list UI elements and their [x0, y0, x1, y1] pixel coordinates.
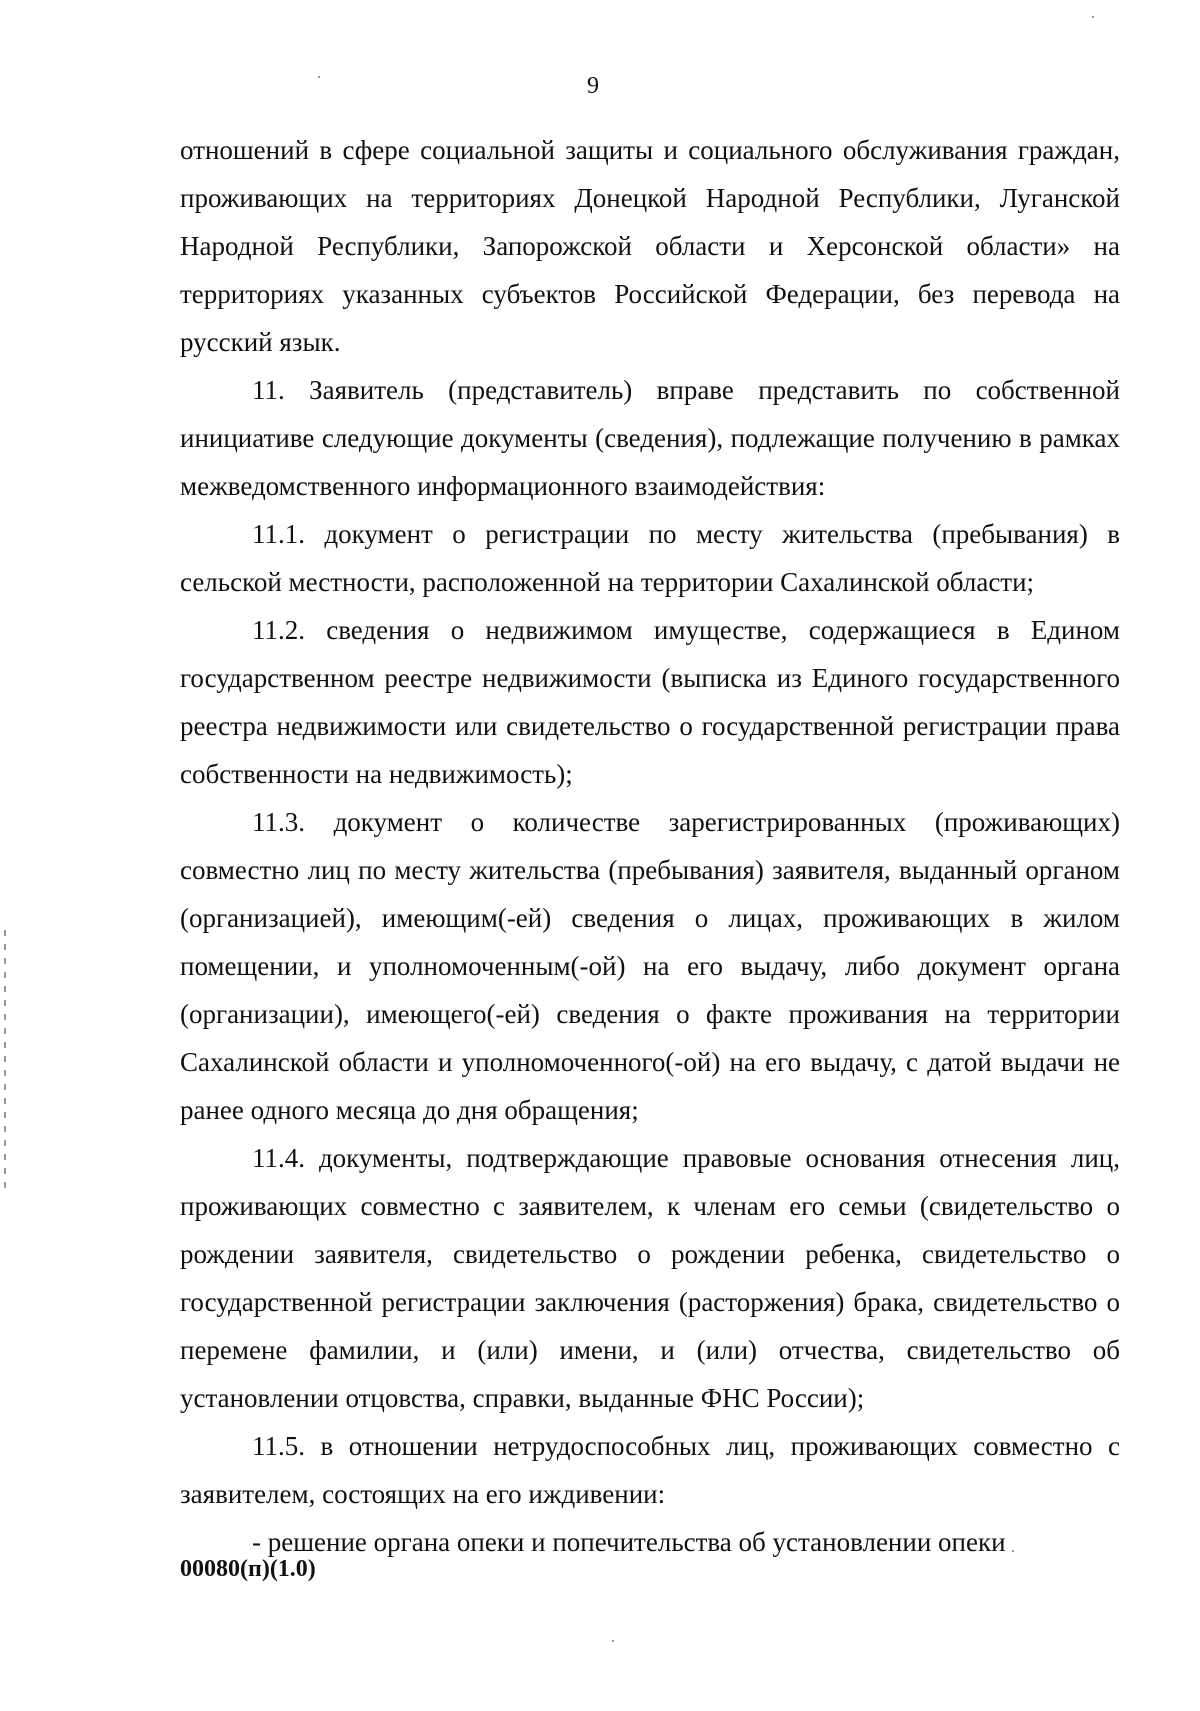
scan-speck [612, 1640, 614, 1642]
scan-speck [1092, 16, 1094, 18]
paragraph-item-11-1: 11.1. документ о регистрации по месту жительства (пребывания) в сельской местности, расположенной на территории Сахалинской области; [180, 519, 1120, 597]
paragraph-item-11-3: 11.3. документ о количестве зарегистрированных (проживающих) совместно лиц по месту жительства (пребывания) заявителя, выданный органом (организацией), имеющим(-ей) сведения о лицах, проживающих в жилом помещении, и уполномоченным(-ой) на его выдачу, либо документ органа (организации), имеющего(-ей) сведения о факте проживания на территории Сахалинской области и уполномоченного(-ой) на его выдачу, с датой выдачи не ранее одного месяца до дня обращения; [180, 807, 1120, 1125]
paragraph-item-11-4: 11.4. документы, подтверждающие правовые основания отнесения лиц, проживающих совместно с заявителем, к членам его семьи (свидетельство о рождении заявителя, свидетельство о рождении ребенка, свидетельство о государственной регистрации заключения (расторжения) брака, свидетельство о перемене фамилии, и (или) имени, и (или) отчества, свидетельство об установлении отцовства, справки, выданные ФНС России); [180, 1143, 1120, 1413]
paragraph-item-11-2: 11.2. сведения о недвижимом имуществе, содержащиеся в Едином государственном реестре недвижимости (выписка из Единого государственного реестра недвижимости или свидетельство о государственной регистрации права собственности на недвижимость); [180, 615, 1120, 789]
paragraph-bullet-guardianship: - решение органа опеки и попечительства об установлении опеки [252, 1527, 1006, 1557]
binding-edge-mark [4, 930, 6, 1190]
page-number: 9 [587, 73, 599, 99]
paragraph-continuation: отношений в сфере социальной защиты и социального обслуживания граждан, проживающих на территориях Донецкой Народной Республики, Луганской Народной Республики, Запорожской области и Херсонской области» на территориях указанных субъектов Российской Федерации, без перевода на русский язык. [180, 135, 1120, 357]
document-body [180, 126, 1120, 1566]
paragraph-item-11-5: 11.5. в отношении нетрудоспособных лиц, проживающих совместно с заявителем, состоящих на его иждивении: [180, 1431, 1120, 1509]
document-code: 00080(п)(1.0) [180, 1556, 316, 1582]
paragraph-item-11: 11. Заявитель (представитель) вправе представить по собственной инициативе следующие документы (сведения), подлежащие получению в рамках межведомственного информационного взаимодействия: [180, 375, 1120, 501]
